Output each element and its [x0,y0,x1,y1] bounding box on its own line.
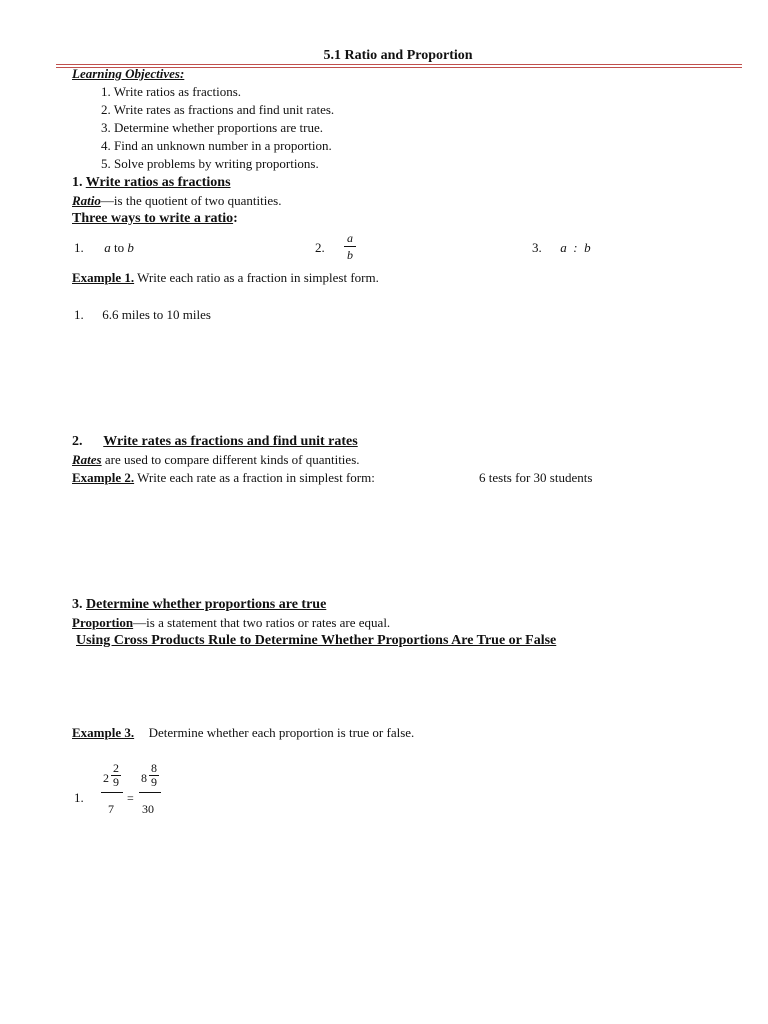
example1-problem1-text: 6.6 miles to 10 miles [102,307,211,322]
example3 [72,725,414,741]
left-inner-fraction [111,762,121,789]
example1-text: Write each ratio as a fraction in simplest form. [134,270,379,285]
right-whole-number: 8 [141,771,147,785]
section1-heading [72,175,231,191]
section1-title: Write ratios as fractions [85,175,231,190]
ratio-term: Ratio [72,193,101,208]
right-denominator: 30 [142,802,154,816]
header-rule-top [56,64,742,65]
example2 [72,470,375,486]
section3-heading [72,597,326,613]
ratio-way-2-numerator: a [347,231,353,245]
example3-problem1-number: 1. [74,790,84,805]
equals-sign: = [127,791,134,805]
ways-heading [72,211,238,227]
objective-item: 5. Solve problems by writing proportions. [101,156,319,171]
ways-heading-colon: : [233,211,238,226]
right-inner-numerator: 8 [151,761,157,775]
example3-text: Determine whether each proportion is true or false. [148,725,415,740]
rates-term: Rates [72,452,102,467]
rates-definition-text: are used to compare different kinds of quantities. [101,452,360,467]
ratio-definition [72,193,281,209]
ratio-definition-text: —is the quotient of two quantities. [100,193,282,208]
example1-label: Example 1. [72,270,135,285]
example3-label: Example 3. [72,725,135,740]
left-whole-number: 2 [103,771,109,785]
fraction-bar [139,792,161,793]
ratio-way-2-denominator: b [347,248,353,262]
proportion-definition [72,615,390,631]
ratio-way-3-expression: a : b [560,240,591,255]
example1-problem1-number: 1. [74,307,84,322]
section2-title: Write rates as fractions and find unit rates [103,434,358,449]
rates-definition [72,452,360,468]
ratio-way-2-number: 2. [315,240,325,255]
example2-label: Example 2. [72,470,135,485]
ratio-way-1-number: 1. [74,240,84,255]
right-inner-denominator: 9 [151,775,157,789]
section3-title: Determine whether proportions are true [86,597,327,612]
objectives-heading: Learning Objectives: [72,66,185,81]
section2-heading [72,434,358,450]
right-inner-fraction [149,762,159,789]
objective-item: 1. Write ratios as fractions. [101,84,242,99]
left-complex-fraction [101,762,123,818]
page-title: 5.1 Ratio and Proportion [323,48,473,63]
ratio-way-1-a: a [104,240,111,255]
section1-number: 1. [72,175,86,190]
objective-item: 2. Write rates as fractions and find unit rates. [101,102,335,117]
right-complex-fraction [139,762,161,818]
left-inner-denominator: 9 [113,775,119,789]
fraction-bar [101,792,123,793]
section2-number: 2. [72,434,83,449]
example2-problem: 6 tests for 30 students [479,470,593,485]
ways-heading-text: Three ways to write a ratio [72,211,234,226]
ratio-way-3 [532,240,591,256]
ratio-way-3-number: 3. [532,240,542,255]
example1-problem1 [74,307,211,323]
cross-products-heading: Using Cross Products Rule to Determine Whether Proportions Are True or False [76,633,557,648]
left-inner-numerator: 2 [113,761,119,775]
proportion-term: Proportion [72,615,134,630]
fraction-bar [344,246,356,247]
example1 [72,270,379,286]
ratio-way-2-fraction [344,231,356,262]
example2-text: Write each rate as a fraction in simplest form: [134,470,375,485]
ratio-way-1-to: to [110,240,128,255]
objective-item: 3. Determine whether proportions are true. [101,120,324,135]
objective-item: 4. Find an unknown number in a proportion. [101,138,332,153]
ratio-way-1 [74,240,134,256]
section3-number: 3. [72,597,86,612]
proportion-definition-text: —is a statement that two ratios or rates are equal. [133,615,391,630]
left-denominator: 7 [108,802,114,816]
ratio-way-1-b: b [127,240,134,255]
